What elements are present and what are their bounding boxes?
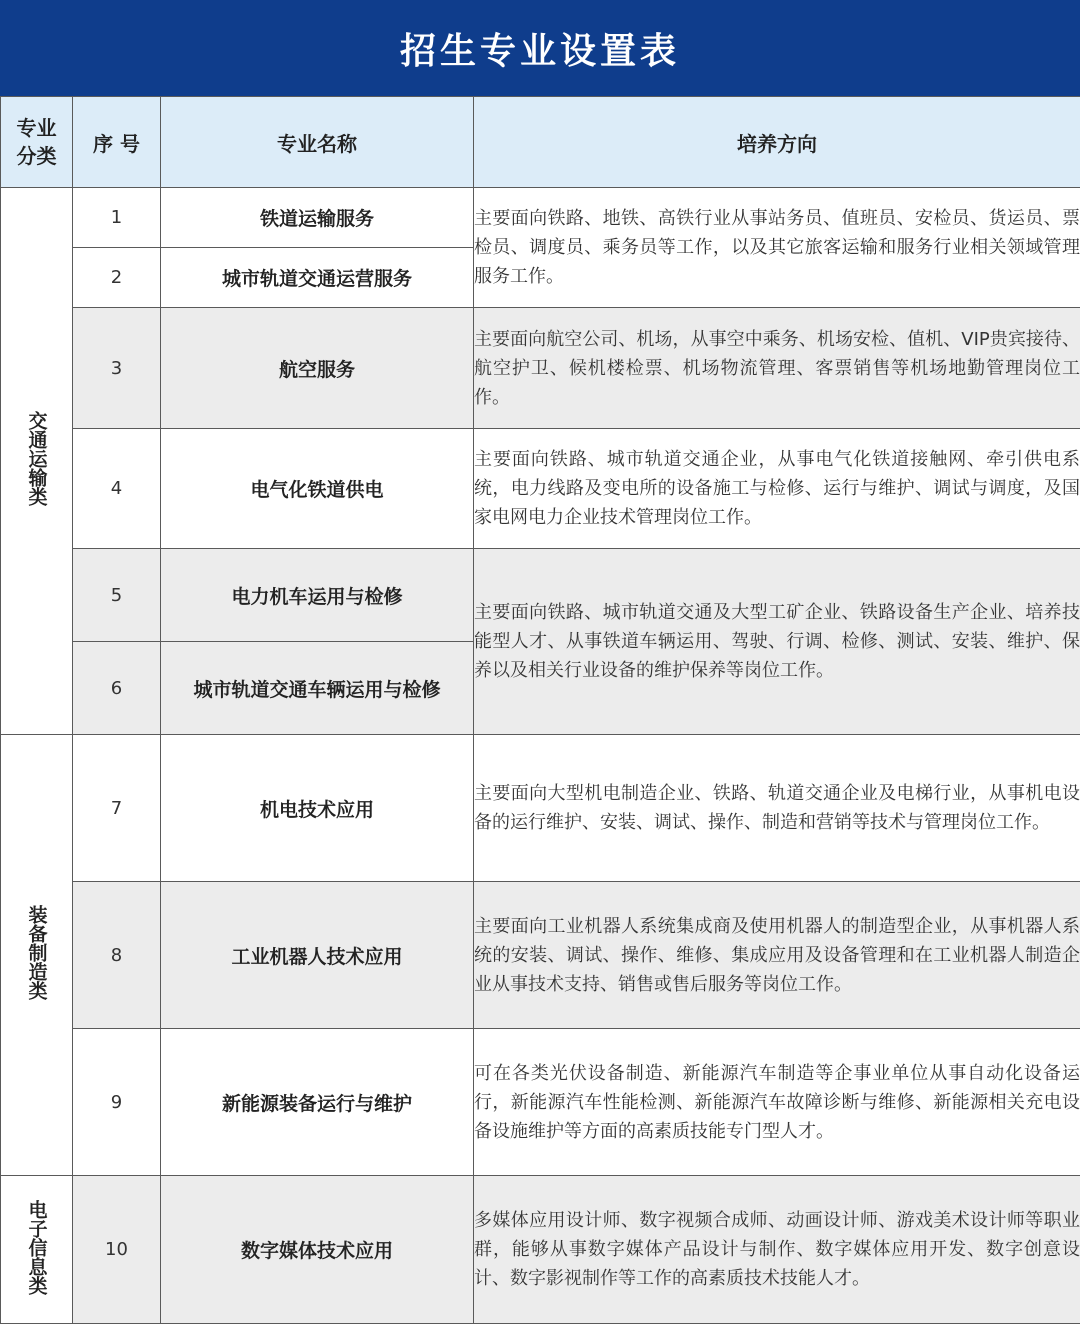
major-name: 数字媒体技术应用 bbox=[161, 1176, 474, 1324]
title-bar bbox=[0, 0, 1080, 96]
direction-text: 主要面向大型机电制造企业、铁路、轨道交通企业及电梯行业，从事机电设备的运行维护、安装、调试、操作、制造和营销等技术与管理岗位工作。 bbox=[474, 735, 1080, 882]
major-name: 新能源装备运行与维护 bbox=[161, 1029, 474, 1176]
header-direction: 培养方向 bbox=[474, 97, 1080, 188]
header-name: 专业名称 bbox=[161, 97, 474, 188]
major-name: 电力机车运用与检修 bbox=[161, 549, 474, 642]
category-cell bbox=[1, 1176, 73, 1324]
direction-text: 可在各类光伏设备制造、新能源汽车制造等企事业单位从事自动化设备运行，新能源汽车性能检测、新能源汽车故障诊断与维修、新能源相关充电设备设施维护等方面的高素质技能专门型人才。 bbox=[474, 1029, 1080, 1176]
row-number: 10 bbox=[73, 1176, 161, 1324]
row-number: 1 bbox=[73, 188, 161, 248]
major-name: 工业机器人技术应用 bbox=[161, 882, 474, 1029]
row-number: 6 bbox=[73, 642, 161, 735]
major-name: 铁道运输服务 bbox=[161, 188, 474, 248]
table-row bbox=[1, 1029, 1080, 1176]
table-row bbox=[1, 188, 1080, 248]
direction-text: 主要面向铁路、地铁、高铁行业从事站务员、值班员、安检员、货运员、票检员、调度员、乘务员等工作，以及其它旅客运输和服务行业相关领域管理服务工作。 bbox=[474, 188, 1080, 308]
table-row bbox=[1, 308, 1080, 429]
table-row bbox=[1, 549, 1080, 642]
table-row bbox=[1, 882, 1080, 1029]
major-name: 城市轨道交通车辆运用与检修 bbox=[161, 642, 474, 735]
direction-text: 主要面向工业机器人系统集成商及使用机器人的制造型企业，从事机器人系统的安装、调试、操作、维修、集成应用及设备管理和在工业机器人制造企业从事技术支持、销售或售后服务等岗位工作。 bbox=[474, 882, 1080, 1029]
major-name: 机电技术应用 bbox=[161, 735, 474, 882]
header-category bbox=[1, 97, 73, 188]
major-name: 航空服务 bbox=[161, 308, 474, 429]
row-number: 2 bbox=[73, 248, 161, 308]
category-label: 装备制造类 bbox=[25, 905, 48, 1000]
major-name: 城市轨道交通运营服务 bbox=[161, 248, 474, 308]
table-row bbox=[1, 735, 1080, 882]
table-row bbox=[1, 429, 1080, 549]
table-row bbox=[1, 1176, 1080, 1324]
category-label: 交通运输类 bbox=[25, 411, 48, 506]
direction-text: 主要面向航空公司、机场，从事空中乘务、机场安检、值机、VIP贵宾接待、航空护卫、候机楼检票、机场物流管理、客票销售等机场地勤管理岗位工作。 bbox=[474, 308, 1080, 429]
direction-text: 主要面向铁路、城市轨道交通企业，从事电气化铁道接触网、牵引供电系统，电力线路及变电所的设备施工与检修、运行与维护、调试与调度，及国家电网电力企业技术管理岗位工作。 bbox=[474, 429, 1080, 549]
category-cell bbox=[1, 735, 73, 1176]
row-number: 7 bbox=[73, 735, 161, 882]
row-number: 3 bbox=[73, 308, 161, 429]
row-number: 9 bbox=[73, 1029, 161, 1176]
row-number: 5 bbox=[73, 549, 161, 642]
direction-text: 主要面向铁路、城市轨道交通及大型工矿企业、铁路设备生产企业、培养技能型人才、从事铁道车辆运用、驾驶、行调、检修、测试、安装、维护、保养以及相关行业设备的维护保养等岗位工作。 bbox=[474, 549, 1080, 735]
direction-text: 多媒体应用设计师、数字视频合成师、动画设计师、游戏美术设计师等职业群，能够从事数字媒体产品设计与制作、数字媒体应用开发、数字创意设计、数字影视制作等工作的高素质技术技能人才。 bbox=[474, 1176, 1080, 1324]
page-title: 招生专业设置表 bbox=[399, 30, 680, 72]
table-header-row bbox=[1, 97, 1080, 188]
row-number: 4 bbox=[73, 429, 161, 549]
row-number: 8 bbox=[73, 882, 161, 1029]
header-index: 序 号 bbox=[73, 97, 161, 188]
category-label: 电子信息类 bbox=[25, 1199, 48, 1295]
header-category-label: 专业 分类 bbox=[16, 116, 57, 168]
category-cell bbox=[1, 188, 73, 735]
major-name: 电气化铁道供电 bbox=[161, 429, 474, 549]
major-table bbox=[0, 96, 1080, 1324]
